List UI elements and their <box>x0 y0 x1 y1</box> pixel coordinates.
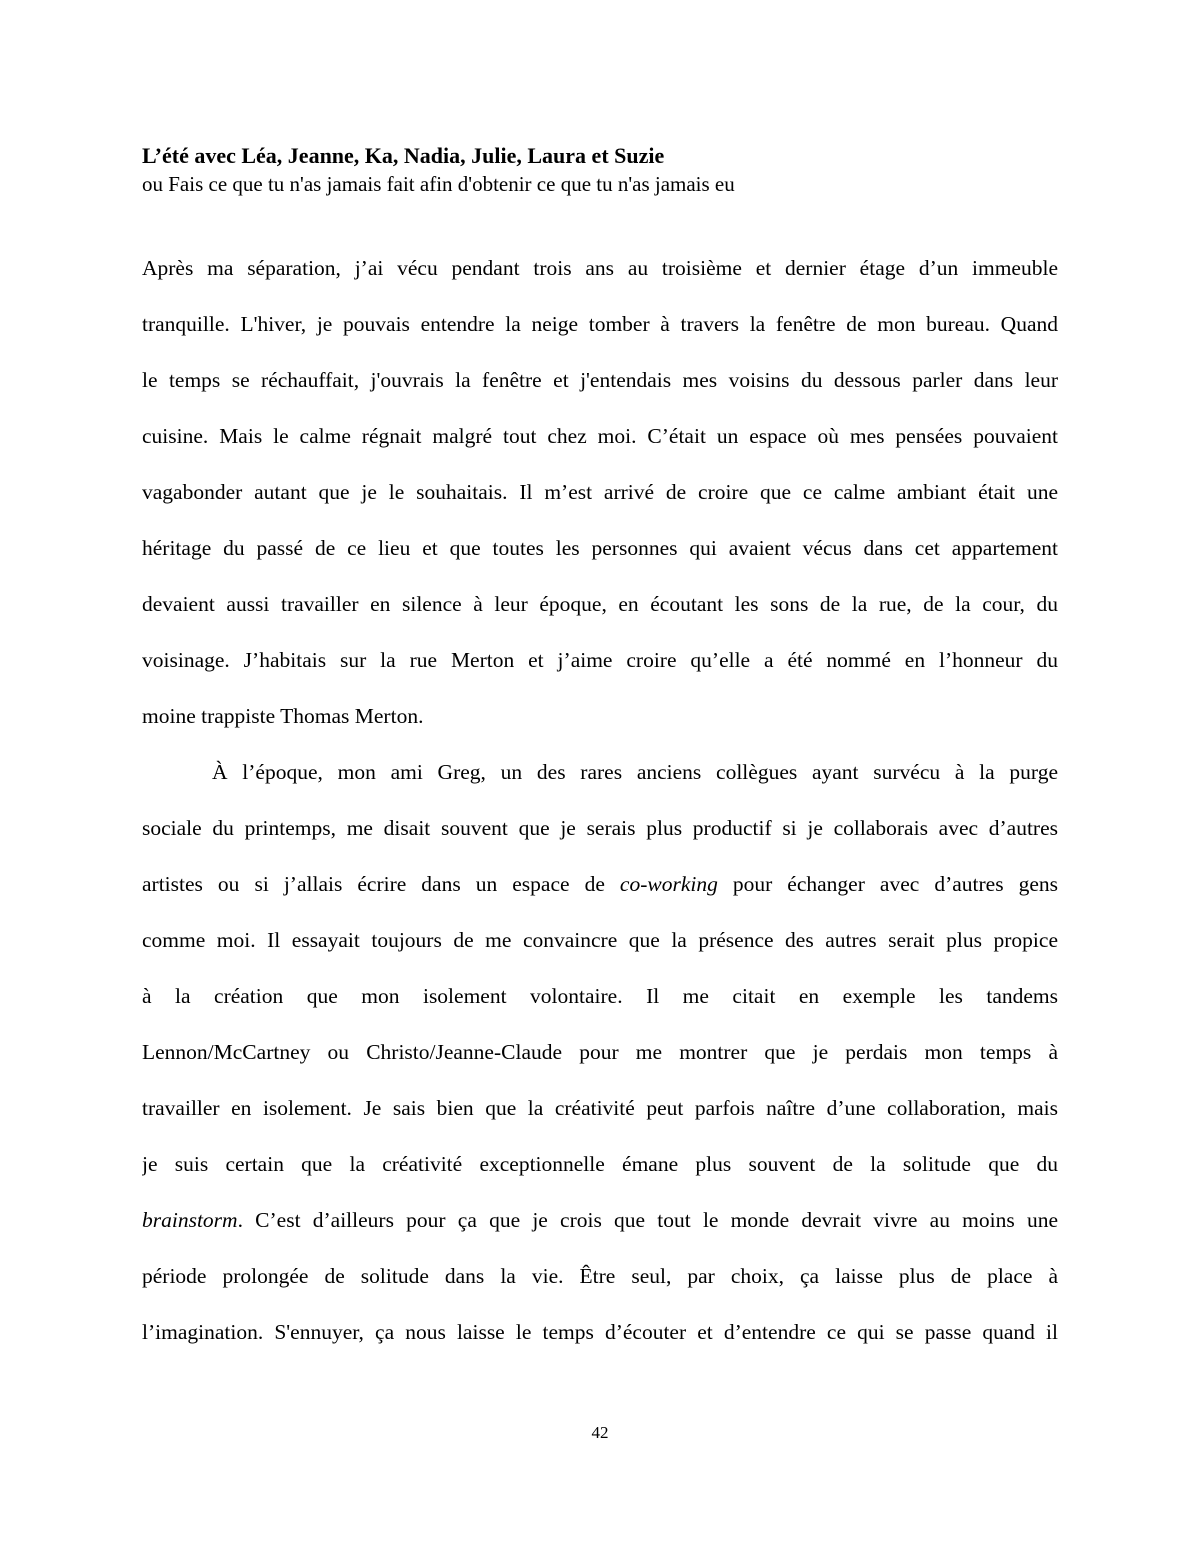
paragraph-2-line <box>142 856 1058 912</box>
paragraph-2-line: l’imagination. S'ennuyer, ça nous laisse le temps d’écouter et d’entendre ce qui se passe quand il <box>142 1320 1058 1344</box>
paragraph-2-line: Lennon/McCartney ou Christo/Jeanne-Claude pour me montrer que je perdais mon temps à <box>142 1040 1058 1064</box>
paragraph-1-line: vagabonder autant que je le souhaitais. Il m’est arrivé de croire que ce calme ambiant était une <box>142 480 1058 504</box>
paragraph-1-line: le temps se réchauffait, j'ouvrais la fenêtre et j'entendais mes voisins du dessous parler dans leur <box>142 368 1058 392</box>
paragraph-1-line: cuisine. Mais le calme régnait malgré tout chez moi. C’était un espace où mes pensées pouvaient <box>142 424 1058 448</box>
page-number: 42 <box>591 1423 609 1442</box>
paragraph-2-line-text: artistes ou si j’allais écrire dans un espace de <box>142 872 620 896</box>
italic-term: co-working <box>619 872 718 896</box>
paragraph-2-line <box>142 1192 1058 1248</box>
paragraph-1-line: devaient aussi travailler en silence à leur époque, en écoutant les sons de la rue, de la cour, du <box>142 592 1058 616</box>
paragraph-1-line: Après ma séparation, j’ai vécu pendant trois ans au troisième et dernier étage d’un immeuble <box>142 256 1058 280</box>
paragraph-2-line: période prolongée de solitude dans la vie. Être seul, par choix, ça laisse plus de place à <box>142 1264 1058 1288</box>
paragraph-1-line: tranquille. L'hiver, je pouvais entendre la neige tomber à travers la fenêtre de mon bureau. Quand <box>142 312 1058 336</box>
paragraph-2-line-text: pour échanger avec d’autres gens <box>717 872 1058 896</box>
paragraph-2-line: à la création que mon isolement volontaire. Il me citait en exemple les tandems <box>142 984 1058 1008</box>
paragraph-2-line: travailler en isolement. Je sais bien que la créativité peut parfois naître d’une collaboration, mais <box>142 1096 1058 1120</box>
chapter-subtitle: ou Fais ce que tu n'as jamais fait afin d'obtenir ce que tu n'as jamais eu <box>142 172 735 196</box>
paragraph-2-line: comme moi. Il essayait toujours de me convaincre que la présence des autres serait plus propice <box>142 928 1058 952</box>
italic-term: brainstorm <box>142 1208 238 1232</box>
paragraph-2-line: sociale du printemps, me disait souvent que je serais plus productif si je collaborais avec d’autres <box>142 816 1058 840</box>
chapter-title: L’été avec Léa, Jeanne, Ka, Nadia, Julie, Laura et Suzie <box>142 143 665 168</box>
paragraph-2-line: À l’époque, mon ami Greg, un des rares anciens collègues ayant survécu à la purge <box>212 760 1058 784</box>
paragraph-1-line: moine trappiste Thomas Merton. <box>142 704 424 728</box>
paragraph-1-line: héritage du passé de ce lieu et que toutes les personnes qui avaient vécus dans cet appartement <box>142 536 1058 560</box>
paragraph-2-line-text: . C’est d’ailleurs pour ça que je crois que tout le monde devrait vivre au moins une <box>237 1208 1058 1232</box>
paragraph-2-line: je suis certain que la créativité exceptionnelle émane plus souvent de la solitude que du <box>142 1152 1058 1176</box>
paragraph-1-line: voisinage. J’habitais sur la rue Merton et j’aime croire qu’elle a été nommé en l’honneur du <box>142 648 1058 672</box>
body-text <box>142 240 1058 1360</box>
